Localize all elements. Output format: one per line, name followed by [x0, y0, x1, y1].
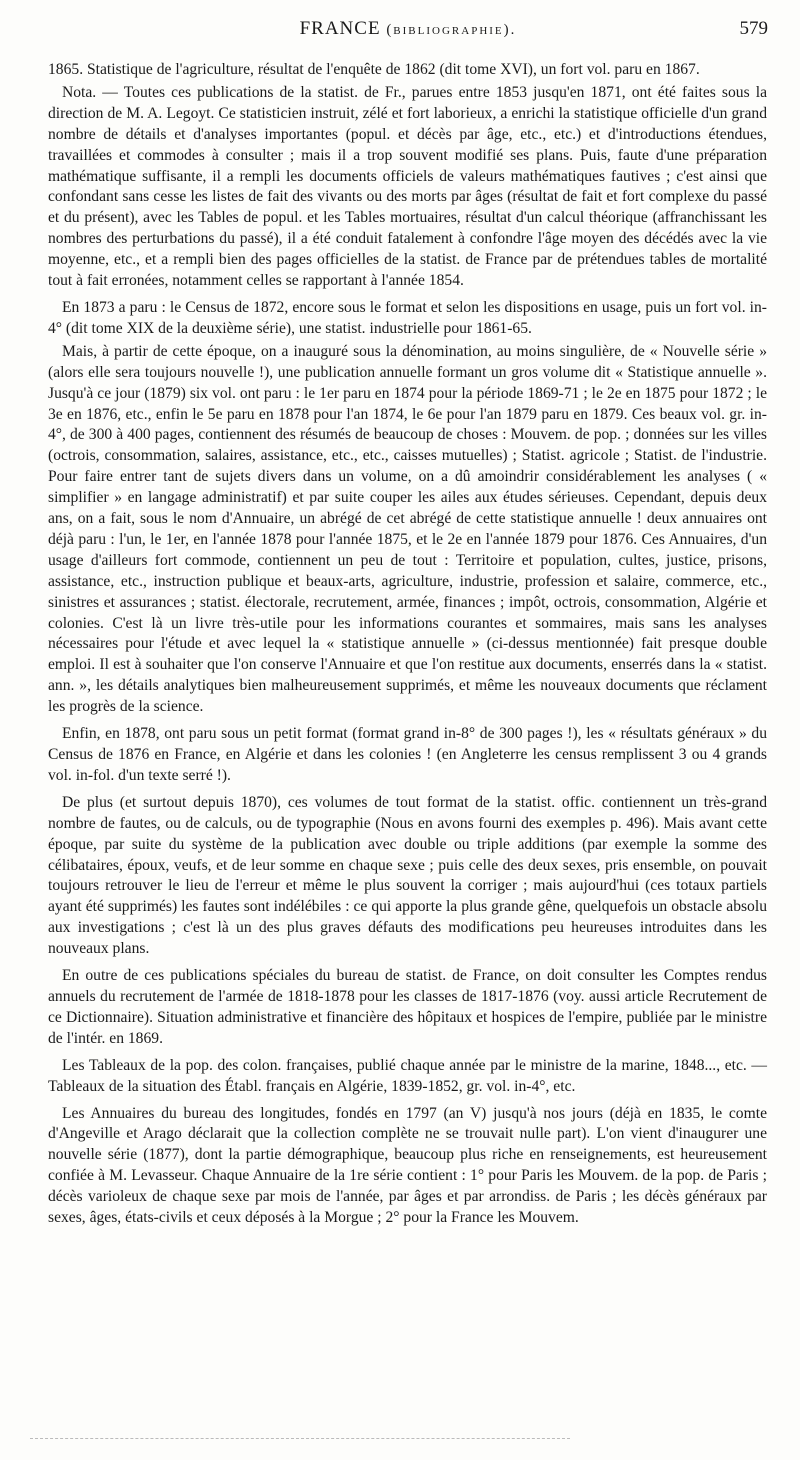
header-title: FRANCE [299, 18, 381, 39]
paragraph-fautes: De plus (et surtout depuis 1870), ces volumes de tout format de la statist. offic. contiennent un très-grand nombre de fautes, ou de calculs, ou de typographie (Nous en avons fourni des exemples p. 496). Mais avant cette époque, par suite du système de la publication avec double ou triple additions (par exemple la somme des célibataires, époux, veufs, et de leur somme en chaque sexe ; puis celle des deux sexes, pris ensemble, on pouvait toujours retrouver le lieu de l'erreur et même le plus souvent la corriger ; mais aujourd'hui (ces totaux partiels ayant été supprimés) les fautes sont indélébiles : ce qui apporte la plus grande gêne, quelquefois un obstacle absolu aux investigations ; c'est là un des plus graves défauts des modifications peu heureuses introduites dans les nouveaux plans. [48, 793, 767, 958]
paragraph-nouvelle-serie: Mais, à partir de cette époque, on a inauguré sous la dénomination, au moins singulière, de « Nouvelle série » (alors elle sera toujours nouvelle !), une publication annuelle formant un gros volume dit « Statistique annuelle ». Jusqu'à ce jour (1879) six vol. ont paru : le 1er paru en 1874 pour la période 1869-71 ; le 2e en 1875 pour 1872 ; le 3e en 1876, etc., enfin le 5e paru en 1878 pour l'an 1874, le 6e pour l'an 1879 paru en 1879. Ces beaux vol. gr. in-4°, de 300 à 400 pages, contiennent des résumés de beaucoup de choses : Mouvem. de pop. ; données sur les villes (octrois, consommation, salaires, assistance, etc., etc., caisses mutuelles) ; Statist. agricole ; Statist. de l'industrie. Pour faire entrer tant de sujets divers dans un volume, on a dû amoindrir considérablement les analyses ( « simplifier » en langage administratif) et par suite couper les ailes aux études sérieuses. Cependant, depuis deux ans, on a fait, sous le nom d'Annuaire, un abrégé de cet abrégé de cette statistique annuelle ! deux annuaires ont déjà paru : l'un, le 1er, en l'année 1878 pour l'année 1875, et le 2e en l'année 1879 pour 1876. Ces Annuaires, d'un usage d'ailleurs fort commode, contiennent un peu de tout : Territoire et population, cultes, justice, prisons, assistance, etc., instruction publique et beaux-arts, agriculture, industrie, profession et salaire, commerce, etc., sinistres et assurances ; statist. électorale, recrutement, armée, finances ; impôt, octrois, consommation, Algérie et colonies. C'est là un livre très-utile pour les informations courantes et sommaires, mais sans les analyses nécessaires pour l'étude et avec lequel la « statistique annuelle » (ci-dessus mentionnée) fait presque double emploi. Il est à souhaiter que l'on conserve l'Annuaire et que l'on restitue aux documents, enserrés dans la « statist. ann. », les détails analytiques bien malheureusement supprimés, et même les nouveaux documents que réclament les progrès de la science. [48, 342, 767, 716]
running-title [48, 18, 768, 40]
page-number: 579 [739, 18, 768, 39]
paragraph-tableaux-colonies: Les Tableaux de la pop. des colon. françaises, publié chaque année par le ministre de la marine, 1848..., etc. — Tableaux de la situation des Établ. français en Algérie, 1839-1852, gr. vol. in-4°, etc. [48, 1056, 767, 1095]
body-text [48, 60, 767, 1229]
paragraph-census-1876: Enfin, en 1878, ont paru sous un petit format (format grand in-8° de 300 pages !), les « résultats généraux » du Census de 1876 en France, en Algérie et dans les colonies ! (en Angleterre les census remplissent 3 ou 4 grands vol. in-fol. d'un texte serré !). [48, 725, 767, 784]
header-subtitle: (bibliographie). [386, 22, 517, 38]
running-header [48, 18, 768, 44]
paragraph-annuaires-longitudes: Les Annuaires du bureau des longitudes, fondés en 1797 (an V) jusqu'à nos jours (déjà en 1835, le comte d'Angeville et Arago déclarait que la collection complète ne se trouvait nulle part). L'on vient d'inaugurer une nouvelle série (1877), dont la partie démographique, beaucoup plus riche en renseignements, est heureusement confiée à M. Levasseur. Chaque Annuaire de la 1re série contient : 1° pour Paris les Mouvem. de la pop. de Paris ; décès varioleux de chaque sexe par mois de l'année, par âges et par arrondiss. de Paris ; les décès généraux par sexes, âges, états-civils et ceux déposés à la Morgue ; 2° pour la France les Mouvem. [48, 1104, 767, 1227]
paragraph-agriculture-1865: 1865. Statistique de l'agriculture, résultat de l'enquête de 1862 (dit tome XVI), un fort vol. paru en 1867. [48, 61, 700, 78]
paragraph-census-1872: En 1873 a paru : le Census de 1872, encore sous le format et selon les dispositions en usage, puis un fort vol. in-4° (dit tome XIX de la deuxième série), une statist. industrielle pour 1861-65. [48, 298, 767, 337]
paragraph-nota-legoyt: Nota. — Toutes ces publications de la statist. de Fr., parues entre 1853 jusqu'en 1871, ont été faites sous la direction de M. A. Legoyt. Ce statisticien instruit, zélé et fort laborieux, a enrichi la statistique officielle d'un grand nombre de détails et d'analyses importantes (popul. et décès par âge, etc., etc.) et d'introductions étendues, travaillées et commodes à consulter ; mais il a trop souvent modifié ses plans. Puis, faute d'une préparation mathématique suffisante, il a rempli les documents officiels de valeurs mathématiques fautives ; c'est ainsi que confondant sans cesse les listes de fait des vivants ou des morts par âges (résultat de fait et fort complexe du passé et du présent), avec les Tables de popul. et les Tables mortuaires, résultat d'un calcul théorique (affranchissant les nombres des perturbations du passé), il a été conduit fatalement à confondre l'âge moyen des décédés avec la vie moyenne, etc., et a rempli bien des pages officielles de la statist. de France par de prétendues tables de mortalité tout à fait erronées, notamment celles se rapportant à l'année 1854. [48, 83, 767, 290]
bottom-rule [30, 1438, 570, 1439]
paragraph-comptes-rendus: En outre de ces publications spéciales du bureau de statist. de France, on doit consulter les Comptes rendus annuels du recrutement de l'armée de 1818-1878 pour les classes de 1817-1876 (voy. aussi article Recrutement de ce Dictionnaire). Situation administrative et financière des hôpitaux et hospices de l'empire, publiée par le ministre de l'intér. en 1869. [48, 967, 767, 1047]
